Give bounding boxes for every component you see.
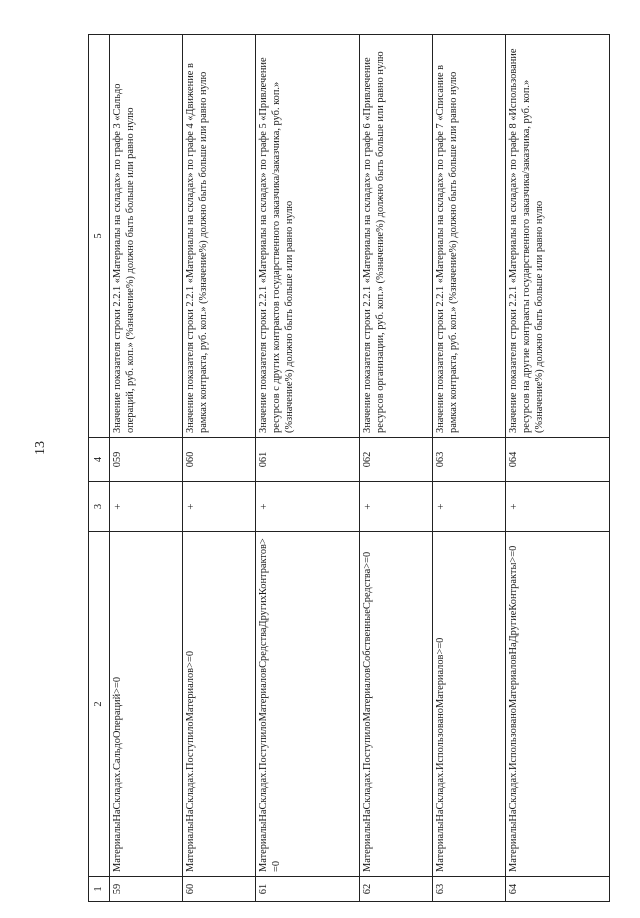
column-header-1: 1 [89, 877, 110, 902]
row-description: Значение показателя строки 2.2.1 «Материалы на складах» по графе 8 «Использование ресурсов на другие контракты государственного заказчика/заказчика, руб. коп.» (%значение%) должно быть больше или равно нулю [506, 35, 610, 438]
row-number: 64 [506, 877, 610, 902]
row-expression: МатериалыНаСкладах.ПоступилоМатериаловСредстваДругихКонтрактов>=0 [256, 532, 360, 877]
row-code: 059 [110, 438, 183, 482]
row-code: 060 [183, 438, 256, 482]
row-code: 064 [506, 438, 610, 482]
table-row [183, 35, 256, 902]
row-code: 063 [433, 438, 506, 482]
row-expression: МатериалыНаСкладах.ИспользованоМатериаловНаДругиеКонтракты>=0 [506, 532, 610, 877]
row-flag: + [433, 482, 506, 532]
row-number: 60 [183, 877, 256, 902]
row-flag: + [506, 482, 610, 532]
document-table-container [88, 35, 610, 902]
row-number: 63 [433, 877, 506, 902]
table-row [256, 35, 360, 902]
column-header-5: 5 [89, 35, 110, 438]
row-flag: + [183, 482, 256, 532]
row-expression: МатериалыНаСкладах.ПоступилоМатериалов>=0 [183, 532, 256, 877]
page-number: 13 [33, 441, 48, 455]
validation-rules-table [88, 34, 610, 902]
table-row [359, 35, 432, 902]
row-flag: + [110, 482, 183, 532]
row-number: 61 [256, 877, 360, 902]
row-description: Значение показателя строки 2.2.1 «Материалы на складах» по графе 5 «Привлечение ресурсов с других контрактов государственного заказчика/заказчика, руб. коп.» (%значение%) должно быть больше или равно нулю [256, 35, 360, 438]
table-row [110, 35, 183, 902]
row-number: 59 [110, 877, 183, 902]
row-description: Значение показателя строки 2.2.1 «Материалы на складах» по графе 3 «Сальдо операций, руб. коп.» (%значение%) должно быть больше или равно нулю [110, 35, 183, 438]
row-expression: МатериалыНаСкладах.ПоступилоМатериаловСобственныеСредства>=0 [359, 532, 432, 877]
table-row [506, 35, 610, 902]
row-description: Значение показателя строки 2.2.1 «Материалы на складах» по графе 7 «Списание в рамках контракта, руб. коп.» (%значение%) должно быть больше или равно нулю [433, 35, 506, 438]
column-header-4: 4 [89, 438, 110, 482]
row-code: 062 [359, 438, 432, 482]
row-expression: МатериалыНаСкладах.СальдоОпераций>=0 [110, 532, 183, 877]
row-flag: + [359, 482, 432, 532]
row-flag: + [256, 482, 360, 532]
table-row [433, 35, 506, 902]
row-description: Значение показателя строки 2.2.1 «Материалы на складах» по графе 6 «Привлечение ресурсов организации, руб. коп.» (%значение%) должно быть больше или равно нулю [359, 35, 432, 438]
row-description: Значение показателя строки 2.2.1 «Материалы на складах» по графе 4 «Движение в рамках контракта, руб. коп.» (%значение%) должно быть больше или равно нулю [183, 35, 256, 438]
row-code: 061 [256, 438, 360, 482]
row-number: 62 [359, 877, 432, 902]
column-header-2: 2 [89, 532, 110, 877]
row-expression: МатериалыНаСкладах.ИспользованоМатериалов>=0 [433, 532, 506, 877]
table-header-row [89, 35, 110, 902]
column-header-3: 3 [89, 482, 110, 532]
